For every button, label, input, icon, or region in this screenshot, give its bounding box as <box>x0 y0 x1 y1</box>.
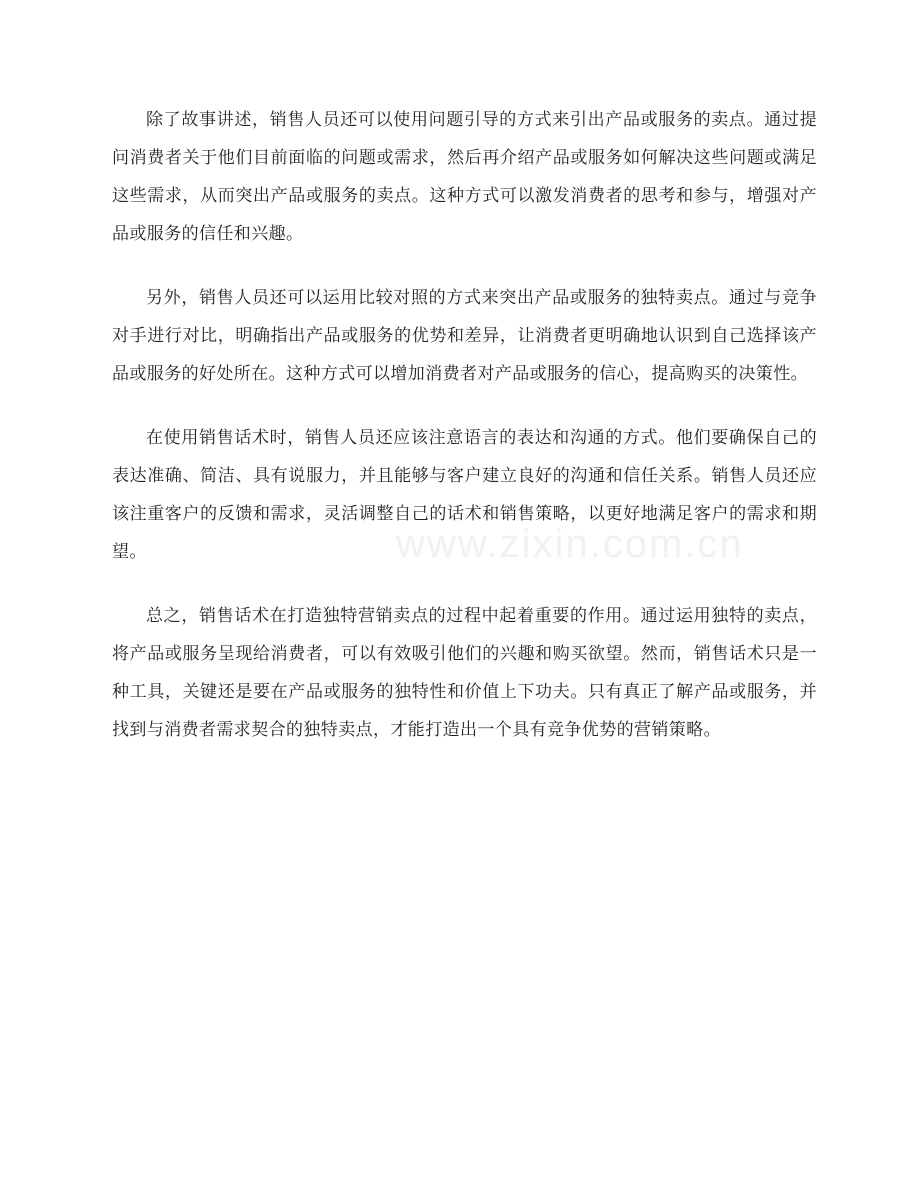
paragraph: 总之，销售话术在打造独特营销卖点的过程中起着重要的作用。通过运用独特的卖点，将产品或服务呈现给消费者，可以有效吸引他们的兴趣和购买欲望。然而，销售话术只是一种工具，关键还是要在产品或服务的独特性和价值上下功夫。只有真正了解产品或服务，并找到与消费者需求契合的独特卖点，才能打造出一个具有竞争优势的营销策略。 <box>112 606 817 740</box>
paragraph: 在使用销售话术时，销售人员还应该注意语言的表达和沟通的方式。他们要确保自己的表达准确、简洁、具有说服力，并且能够与客户建立良好的沟通和信任关系。销售人员还应该注重客户的反馈和需求，灵活调整自己的话术和销售策略，以更好地满足客户的需求和期望。 <box>112 428 817 562</box>
paragraph: 除了故事讲述，销售人员还可以使用问题引导的方式来引出产品或服务的卖点。通过提问消费者关于他们目前面临的问题或需求，然后再介绍产品或服务如何解决这些问题或满足这些需求，从而突出产品或服务的卖点。这种方式可以激发消费者的思考和参与，增强对产品或服务的信任和兴趣。 <box>112 110 817 244</box>
paragraph: 另外，销售人员还可以运用比较对照的方式来突出产品或服务的独特卖点。通过与竞争对手进行对比，明确指出产品或服务的优势和差异，让消费者更明确地认识到自己选择该产品或服务的好处所在。这种方式可以增加消费者对产品或服务的信心，提高购买的决策性。 <box>112 288 817 384</box>
document-body <box>112 101 817 775</box>
watermark: www.zixin.com.cn <box>396 522 744 566</box>
